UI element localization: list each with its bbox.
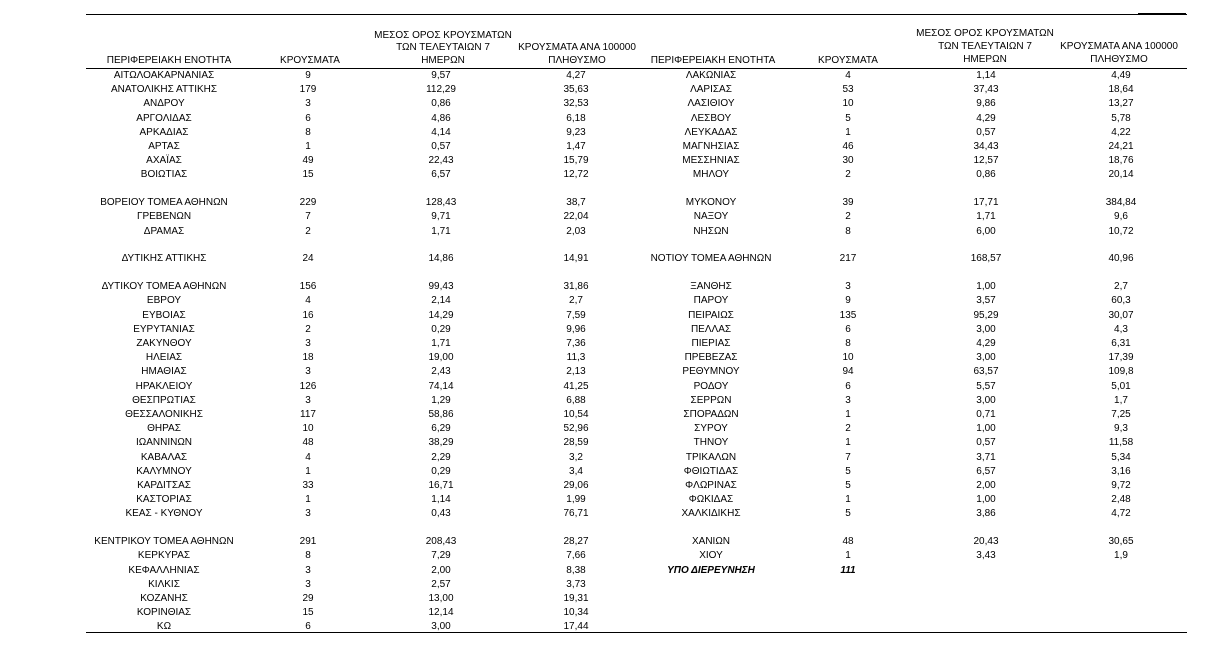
left-region-cell: ΗΜΑΘΙΑΣ [141,366,187,378]
left-region-cell: ΘΗΡΑΣ [147,423,181,435]
left-header-cases: ΚΡΟΥΣΜΑΤΑ [280,55,340,66]
left-cases-cell: 33 [302,480,314,491]
left-avg-cell: 2,14 [431,295,451,307]
left-region-cell: ΑΙΤΩΛΟΑΚΑΡΝΑΝΙΑΣ [113,70,215,81]
right-per100k-cell: 18,64 [1108,84,1134,96]
left-region-cell: ΚΑΣΤΟΡΙΑΣ [136,494,192,506]
left-cases-cell: 291 [299,536,317,548]
left-per100k-cell: 19,31 [563,593,589,604]
right-cases-cell: 5 [845,480,851,491]
left-avg-cell: 0,57 [431,141,451,152]
right-region-cell: ΧΑΝΙΩΝ [691,536,731,548]
left-per100k-cell: 76,71 [563,508,589,520]
right-region-cell: ΦΩΚΙΔΑΣ [688,494,734,506]
right-region-cell: ΛΑΣΙΘΙΟΥ [687,98,735,110]
left-per100k-cell: 3,73 [566,578,586,590]
left-cases-cell: 3 [305,98,311,110]
left-per100k-cell: 17,44 [563,621,589,633]
right-avg-cell: 0,86 [976,169,996,181]
left-per100k-cell: 1,47 [566,141,586,152]
left-per100k-cell: 41,25 [563,380,589,392]
left-avg-cell: 112,29 [426,84,456,96]
right-cases-cell: 8 [845,338,851,349]
right-per100k-cell: 2,48 [1111,494,1131,506]
right-cases-cell: 2 [845,423,851,435]
right-cases-cell: 6 [845,323,851,335]
left-avg-cell: 208,43 [425,536,457,548]
right-cases-cell: 6 [845,380,851,392]
left-avg-cell: 14,29 [428,309,454,321]
left-per100k-cell: 8,38 [566,564,586,576]
left-region-cell: ΚΕΦΑΛΛΗΝΙΑΣ [128,564,200,576]
left-avg-cell: 0,43 [431,508,451,520]
left-avg-cell: 22,43 [428,155,454,167]
right-per100k-cell: 13,27 [1108,98,1134,110]
right-avg-cell: 12,57 [973,155,999,167]
left-avg-cell: 7,29 [431,550,451,562]
left-header-avg-line3: ΗΜΕΡΩΝ [421,55,465,66]
right-per100k-cell: 40,96 [1108,253,1134,265]
left-avg-cell: 99,43 [428,281,454,293]
left-avg-cell: 1,71 [431,225,451,237]
right-header-avg-line1: ΜΕΣΟΣ ΟΡΟΣ ΚΡΟΥΣΜΑΤΩΝ [916,28,1054,39]
right-region-cell: ΛΑΚΩΝΙΑΣ [685,70,737,81]
left-header-avg-line2: ΤΩΝ ΤΕΛΕΥΤΑΙΩΝ 7 [396,42,490,53]
left-cases-cell: 179 [299,84,317,96]
left-cases-cell: 3 [305,338,311,349]
right-cases-cell: 10 [842,98,854,110]
right-avg-cell: 0,71 [976,409,996,420]
left-cases-cell: 229 [299,197,317,209]
right-cases-cell: 3 [845,281,851,293]
right-cases-cell: 48 [842,536,854,548]
right-region-cell: ΠΕΙΡΑΙΩΣ [688,309,734,321]
left-per100k-cell: 10,34 [563,607,589,619]
left-region-cell: ΔΥΤΙΚΗΣ ΑΤΤΙΚΗΣ [121,253,207,265]
right-region-cell: ΠΙΕΡΙΑΣ [691,338,731,349]
left-per100k-cell: 28,59 [563,437,589,449]
right-region-cell: ΦΘΙΩΤΙΔΑΣ [683,465,739,477]
left-cases-cell: 1 [305,141,311,152]
right-header-per100k-line1: ΚΡΟΥΣΜΑΤΑ ΑΝΑ 100000 [1060,41,1178,52]
right-region-cell: ΡΟΔΟΥ [693,380,729,392]
right-avg-cell: 34,43 [973,141,999,152]
right-avg-cell: 95,29 [973,309,999,321]
right-avg-cell: 1,71 [976,211,996,223]
left-per100k-cell: 2,7 [569,295,583,307]
left-region-cell: ΚΟΡΙΝΘΙΑΣ [136,607,192,619]
right-region-cell: ΜΑΓΝΗΣΙΑΣ [682,141,740,152]
left-per100k-cell: 9,96 [566,323,586,335]
left-per100k-cell: 14,91 [563,253,589,265]
left-per100k-cell: 2,13 [566,366,586,378]
left-region-cell: ΒΟΡΕΙΟΥ ΤΟΜΕΑ ΑΘΗΝΩΝ [100,197,228,209]
left-per100k-cell: 10,54 [563,409,589,420]
right-cases-cell: 1 [845,494,851,506]
left-cases-cell: 3 [305,508,311,520]
left-per100k-cell: 22,04 [563,211,589,223]
left-cases-cell: 6 [305,621,311,633]
left-avg-cell: 0,29 [431,465,451,477]
left-per100k-cell: 3,4 [569,465,583,477]
left-avg-cell: 2,57 [431,578,451,590]
left-region-cell: ΚΟΖΑΝΗΣ [140,593,188,604]
left-cases-cell: 4 [305,451,311,463]
right-per100k-cell: 10,72 [1108,225,1134,237]
right-per100k-cell: 109,8 [1108,366,1134,378]
left-cases-cell: 6 [305,112,311,124]
left-region-cell: ΑΝΔΡΟΥ [143,98,185,110]
right-cases-cell: 5 [845,508,851,520]
left-header-region: ΠΕΡΙΦΕΡΕΙΑΚΗ ΕΝΟΤΗΤΑ [106,55,232,66]
right-header-per100k-line2: ΠΛΗΘΥΣΜΟ [1090,54,1148,65]
right-per100k-cell: 4,72 [1111,508,1131,520]
left-avg-cell: 38,29 [428,437,454,449]
left-region-cell: ΚΑΒΑΛΑΣ [140,451,188,463]
left-per100k-cell: 6,88 [566,394,586,406]
left-per100k-cell: 4,27 [566,70,586,81]
right-cases-cell: 2 [845,211,851,223]
left-cases-cell: 10 [302,423,314,435]
right-region-cell: ΧΑΛΚΙΔΙΚΗΣ [681,508,741,520]
right-avg-cell: 1,00 [976,281,996,293]
right-cases-cell: 46 [842,141,854,152]
left-per100k-cell: 9,23 [566,126,586,138]
right-region-cell: ΛΕΥΚΑΔΑΣ [684,126,738,138]
right-region-cell: ΜΗΛΟΥ [692,169,730,181]
left-avg-cell: 6,29 [431,423,451,435]
left-cases-cell: 2 [305,323,311,335]
left-avg-cell: 4,14 [431,126,451,138]
right-per100k-cell: 5,34 [1111,451,1131,463]
left-cases-cell: 49 [302,155,314,167]
right-per100k-cell: 60,3 [1111,295,1131,307]
left-per100k-cell: 12,72 [563,169,589,181]
left-per100k-cell: 2,03 [566,225,586,237]
left-cases-cell: 9 [305,70,311,81]
right-per100k-cell: 11,58 [1108,437,1134,449]
right-per100k-cell: 4,49 [1111,70,1131,81]
right-avg-cell: 0,57 [976,437,996,449]
right-per100k-cell: 2,7 [1114,281,1128,293]
right-per100k-cell: 20,14 [1108,169,1134,181]
left-region-cell: ΓΡΕΒΕΝΩΝ [136,211,192,223]
right-cases-cell: 8 [845,225,851,237]
right-avg-cell: 5,57 [976,380,996,392]
right-header-avg-line3: ΗΜΕΡΩΝ [963,54,1007,65]
left-avg-cell: 1,29 [431,394,451,406]
left-avg-cell: 1,71 [431,338,451,349]
left-region-cell: ΕΥΒΟΙΑΣ [142,309,186,321]
left-cases-cell: 24 [302,253,314,265]
right-avg-cell: 3,43 [976,550,996,562]
left-region-cell: ΚΑΡΔΙΤΣΑΣ [137,480,191,491]
right-header-avg-line2: ΤΩΝ ΤΕΛΕΥΤΑΙΩΝ 7 [938,41,1032,52]
left-cases-cell: 15 [302,607,314,619]
right-region-cell: ΣΠΟΡΑΔΩΝ [683,409,739,420]
right-avg-cell: 63,57 [973,366,999,378]
right-avg-cell: 4,29 [976,112,996,124]
left-per100k-cell: 52,96 [563,423,589,435]
left-avg-cell: 58,86 [428,409,454,420]
right-region-cell: ΝΑΞΟΥ [693,211,729,223]
left-region-cell: ΑΡΚΑΔΙΑΣ [139,126,189,138]
right-avg-cell: 9,86 [976,98,996,110]
left-region-cell: ΘΕΣΣΑΛΟΝΙΚΗΣ [125,409,203,420]
right-per100k-cell: 384,84 [1105,197,1137,209]
top-right-short-rule [1138,13,1186,14]
left-per100k-cell: 29,06 [563,480,589,491]
left-cases-cell: 3 [305,578,311,590]
right-avg-cell: 0,57 [976,126,996,138]
left-per100k-cell: 7,66 [566,550,586,562]
left-cases-cell: 4 [305,295,311,307]
left-avg-cell: 0,29 [431,323,451,335]
left-avg-cell: 1,14 [431,494,451,506]
right-cases-cell: 1 [845,437,851,449]
right-region-cell: ΜΥΚΟΝΟΥ [685,197,737,209]
left-region-cell: ΕΥΡΥΤΑΝΙΑΣ [133,323,195,335]
left-cases-cell: 3 [305,366,311,378]
left-avg-cell: 19,00 [428,352,454,364]
left-header-per100k-line2: ΠΛΗΘΥΣΜΟ [548,55,606,66]
right-avg-cell: 168,57 [970,253,1002,265]
right-region-cell: ΣΕΡΡΩΝ [690,394,732,406]
right-cases-cell: 217 [839,253,857,265]
left-region-cell: ΖΑΚΥΝΘΟΥ [136,338,192,349]
right-cases-cell: 7 [845,451,851,463]
left-region-cell: ΔΥΤΙΚΟΥ ΤΟΜΕΑ ΑΘΗΝΩΝ [101,281,227,293]
left-avg-cell: 6,57 [431,169,451,181]
left-per100k-cell: 38,7 [566,197,586,209]
right-per100k-cell: 4,22 [1111,126,1131,138]
left-region-cell: ΕΒΡΟΥ [146,295,182,307]
left-avg-cell: 0,86 [431,98,451,110]
right-cases-cell: 5 [845,465,851,477]
right-region-cell: ΠΡΕΒΕΖΑΣ [684,352,738,364]
left-region-cell: ΚΕΑΣ - ΚΥΘΝΟΥ [125,508,203,520]
left-cases-cell: 29 [302,593,314,604]
right-cases-cell: 1 [845,409,851,420]
right-cases-cell: 5 [845,112,851,124]
right-avg-cell: 1,14 [976,70,996,81]
right-region-cell: ΛΑΡΙΣΑΣ [690,84,732,96]
left-cases-cell: 126 [299,380,317,392]
left-avg-cell: 13,00 [428,593,454,604]
left-region-cell: ΑΡΓΟΛΙΔΑΣ [136,112,192,124]
right-region-cell: ΤΗΝΟΥ [693,437,729,449]
left-per100k-cell: 35,63 [563,84,589,96]
right-region-cell: ΞΑΝΘΗΣ [690,281,732,293]
left-cases-cell: 48 [302,437,314,449]
left-region-cell: ΚΙΛΚΙΣ [148,578,180,590]
right-per100k-cell: 18,76 [1108,155,1134,167]
left-per100k-cell: 7,36 [566,338,586,349]
left-region-cell: ΙΩΑΝΝΙΝΩΝ [135,437,193,449]
right-avg-cell: 4,29 [976,338,996,349]
left-region-cell: ΘΕΣΠΡΩΤΙΑΣ [132,394,196,406]
right-cases-cell: 111 [840,564,856,576]
left-avg-cell: 2,43 [431,366,451,378]
left-avg-cell: 16,71 [428,480,454,491]
left-region-cell: ΔΡΑΜΑΣ [143,225,185,237]
right-cases-cell: 30 [842,155,854,167]
right-avg-cell: 17,71 [973,197,999,209]
right-cases-cell: 1 [845,126,851,138]
right-avg-cell: 3,86 [976,508,996,520]
left-region-cell: ΚΩ [156,621,172,633]
left-region-cell: ΒΟΙΩΤΙΑΣ [140,169,188,181]
left-cases-cell: 1 [305,494,311,506]
right-region-cell: ΝΗΣΩΝ [693,225,729,237]
left-avg-cell: 74,14 [428,380,454,392]
right-region-cell: ΝΟΤΙΟΥ ΤΟΜΕΑ ΑΘΗΝΩΝ [650,253,772,265]
left-cases-cell: 8 [305,126,311,138]
header-rule [86,68,1187,69]
right-region-cell: ΠΕΛΛΑΣ [690,323,732,335]
left-avg-cell: 9,71 [431,211,451,223]
right-per100k-cell: 1,7 [1114,394,1128,406]
right-cases-cell: 39 [842,197,854,209]
left-avg-cell: 9,57 [431,70,451,81]
left-cases-cell: 7 [305,211,311,223]
left-per100k-cell: 7,59 [566,309,586,321]
left-region-cell: ΑΡΤΑΣ [148,141,180,152]
right-avg-cell: 6,57 [976,465,996,477]
right-per100k-cell: 30,07 [1108,309,1134,321]
right-cases-cell: 94 [842,366,854,378]
right-avg-cell: 37,43 [973,84,999,96]
right-cases-cell: 4 [845,70,851,81]
left-region-cell: ΑΝΑΤΟΛΙΚΗΣ ΑΤΤΙΚΗΣ [110,84,218,96]
left-per100k-cell: 6,18 [566,112,586,124]
right-per100k-cell: 6,31 [1111,338,1131,349]
right-avg-cell: 6,00 [976,225,996,237]
right-avg-cell: 3,71 [976,451,996,463]
left-cases-cell: 1 [305,465,311,477]
right-per100k-cell: 9,72 [1111,480,1131,491]
left-region-cell: ΚΕΝΤΡΙΚΟΥ ΤΟΜΕΑ ΑΘΗΝΩΝ [94,536,234,548]
right-avg-cell: 3,00 [976,394,996,406]
left-avg-cell: 128,43 [425,197,457,209]
right-region-cell: ΠΑΡΟΥ [693,295,729,307]
right-avg-cell: 2,00 [976,480,996,491]
left-per100k-cell: 11,3 [566,352,586,364]
left-per100k-cell: 1,99 [566,494,586,506]
right-per100k-cell: 5,78 [1111,112,1131,124]
left-per100k-cell: 3,2 [569,451,583,463]
left-header-avg-line1: ΜΕΣΟΣ ΟΡΟΣ ΚΡΟΥΣΜΑΤΩΝ [374,30,512,41]
left-cases-cell: 156 [299,281,317,293]
right-region-cell: ΤΡΙΚΑΛΩΝ [685,451,737,463]
left-avg-cell: 3,00 [431,621,451,633]
right-header-cases: ΚΡΟΥΣΜΑΤΑ [818,55,878,66]
left-cases-cell: 117 [300,409,316,420]
left-avg-cell: 12,14 [428,607,454,619]
right-cases-cell: 9 [845,295,851,307]
left-cases-cell: 8 [305,550,311,562]
left-region-cell: ΗΛΕΙΑΣ [145,352,183,364]
right-avg-cell: 20,43 [973,536,999,548]
left-region-cell: ΗΡΑΚΛΕΙΟΥ [135,380,193,392]
right-per100k-cell: 9,6 [1114,211,1128,223]
left-per100k-cell: 31,86 [563,281,589,293]
right-avg-cell: 1,00 [976,423,996,435]
right-per100k-cell: 30,65 [1108,536,1134,548]
right-per100k-cell: 17,39 [1108,352,1134,364]
left-cases-cell: 16 [302,309,314,321]
top-rule [86,14,1187,15]
left-cases-cell: 2 [305,225,311,237]
left-cases-cell: 3 [305,394,311,406]
left-region-cell: ΚΕΡΚΥΡΑΣ [137,550,191,562]
left-avg-cell: 2,29 [431,451,451,463]
right-region-cell: ΛΕΣΒΟΥ [690,112,732,124]
right-region-cell: ΡΕΘΥΜΝΟΥ [682,366,740,378]
right-header-region: ΠΕΡΙΦΕΡΕΙΑΚΗ ΕΝΟΤΗΤΑ [650,55,776,66]
right-region-cell: ΥΠΟ ΔΙΕΡΕΥΝΗΣΗ [667,564,755,576]
right-avg-cell: 3,00 [976,323,996,335]
right-per100k-cell: 24,21 [1108,141,1134,152]
right-per100k-cell: 7,25 [1111,409,1131,420]
right-region-cell: ΧΙΟΥ [699,550,723,562]
right-cases-cell: 10 [842,352,854,364]
left-per100k-cell: 32,53 [563,98,589,110]
right-region-cell: ΦΛΩΡΙΝΑΣ [685,480,737,491]
left-region-cell: ΚΑΛΥΜΝΟΥ [136,465,192,477]
left-per100k-cell: 28,27 [563,536,589,548]
right-cases-cell: 1 [845,550,851,562]
right-avg-cell: 1,00 [976,494,996,506]
right-cases-cell: 2 [845,169,851,181]
left-cases-cell: 3 [305,564,311,576]
right-region-cell: ΣΥΡΟΥ [694,423,728,435]
right-per100k-cell: 9,3 [1114,423,1128,435]
left-region-cell: ΑΧΑΪΑΣ [146,155,182,167]
right-per100k-cell: 5,01 [1111,380,1131,392]
right-cases-cell: 53 [842,84,854,96]
left-per100k-cell: 15,79 [563,155,589,167]
right-per100k-cell: 3,16 [1111,465,1131,477]
left-header-per100k-line1: ΚΡΟΥΣΜΑΤΑ ΑΝΑ 100000 [518,42,636,53]
right-cases-cell: 3 [845,394,851,406]
right-per100k-cell: 4,3 [1114,323,1128,335]
right-region-cell: ΜΕΣΣΗΝΙΑΣ [682,155,740,167]
right-avg-cell: 3,57 [976,295,996,307]
bottom-rule [86,632,1187,633]
left-avg-cell: 4,86 [431,112,451,124]
right-cases-cell: 135 [839,309,857,321]
right-per100k-cell: 1,9 [1114,550,1128,562]
left-avg-cell: 14,86 [428,253,454,265]
left-avg-cell: 2,00 [431,564,451,576]
left-cases-cell: 15 [302,169,314,181]
right-avg-cell: 3,00 [976,352,996,364]
left-cases-cell: 18 [302,352,314,364]
